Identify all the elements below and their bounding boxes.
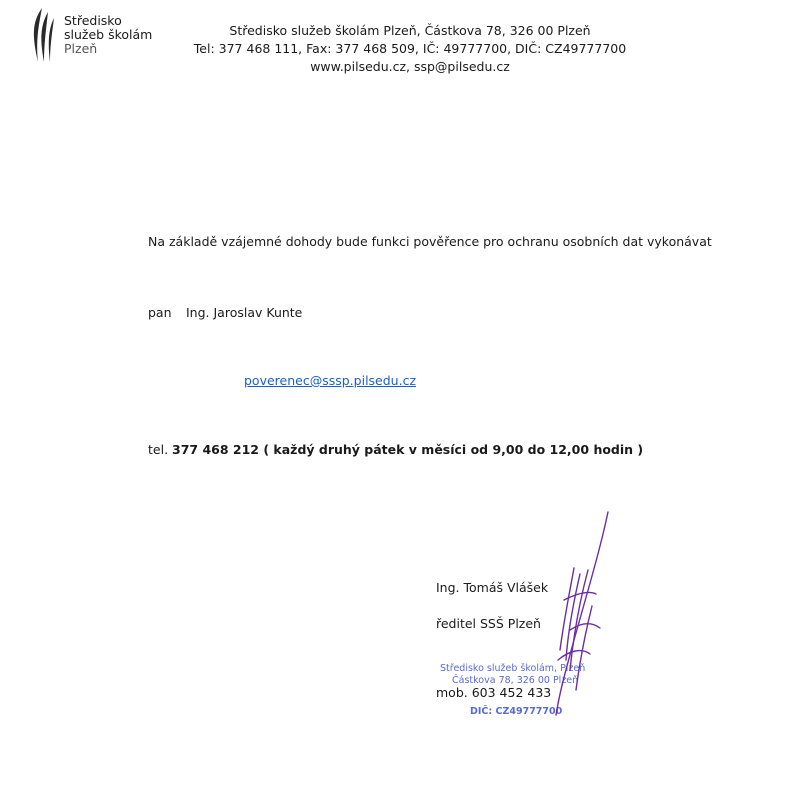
- officer-email-link[interactable]: poverenec@sssp.pilsedu.cz: [244, 373, 417, 388]
- stamp-line-2: Částkova 78, 326 00 Plzeň: [452, 675, 579, 686]
- logo-line-3: Plzeň: [64, 41, 98, 56]
- logo-text: [64, 14, 152, 56]
- flame-logo-icon: [28, 6, 62, 64]
- letterhead-web: www.pilsedu.cz, ssp@pilsedu.cz: [310, 59, 510, 74]
- phone-number: 377 468 212: [172, 442, 259, 457]
- hours-word: hodin: [593, 442, 634, 457]
- hours-close: ): [633, 442, 644, 457]
- letterhead-address: Středisko služeb školám Plzeň, Částkova 78, 326 00 Plzeň: [229, 23, 591, 38]
- letterhead: [180, 22, 640, 76]
- signatory-name: Ing. Tomáš Vlášek: [436, 580, 549, 595]
- logo-line-2: služeb školám: [64, 27, 153, 42]
- signatory-title: ředitel SSŠ Plzeň: [436, 616, 541, 631]
- phone-prefix: tel.: [148, 442, 173, 457]
- stamp-line-3: DIČ: CZ49777700: [470, 706, 563, 717]
- officer-line: [148, 305, 302, 320]
- hours-text: ( každý druhý pátek v měsíci od 9,00 do 12,00: [259, 442, 594, 457]
- salutation: pan: [148, 305, 172, 320]
- letterhead-contacts: Tel: 377 468 111, Fax: 377 468 509, IČ: 49777700, DIČ: CZ49777700: [193, 41, 627, 56]
- organization-logo: [28, 6, 168, 64]
- stamp-line-1: Středisko služeb školám, Plzeň: [440, 663, 586, 674]
- logo-line-1: Středisko: [64, 13, 122, 28]
- signatory-mobile: mob. 603 452 433: [436, 685, 552, 700]
- officer-name: Ing. Jaroslav Kunte: [186, 305, 303, 320]
- office-hours-line: [148, 442, 643, 457]
- intro-text: Na základě vzájemné dohody bude funkci pověřence pro ochranu osobních dat vykonávat: [148, 234, 712, 249]
